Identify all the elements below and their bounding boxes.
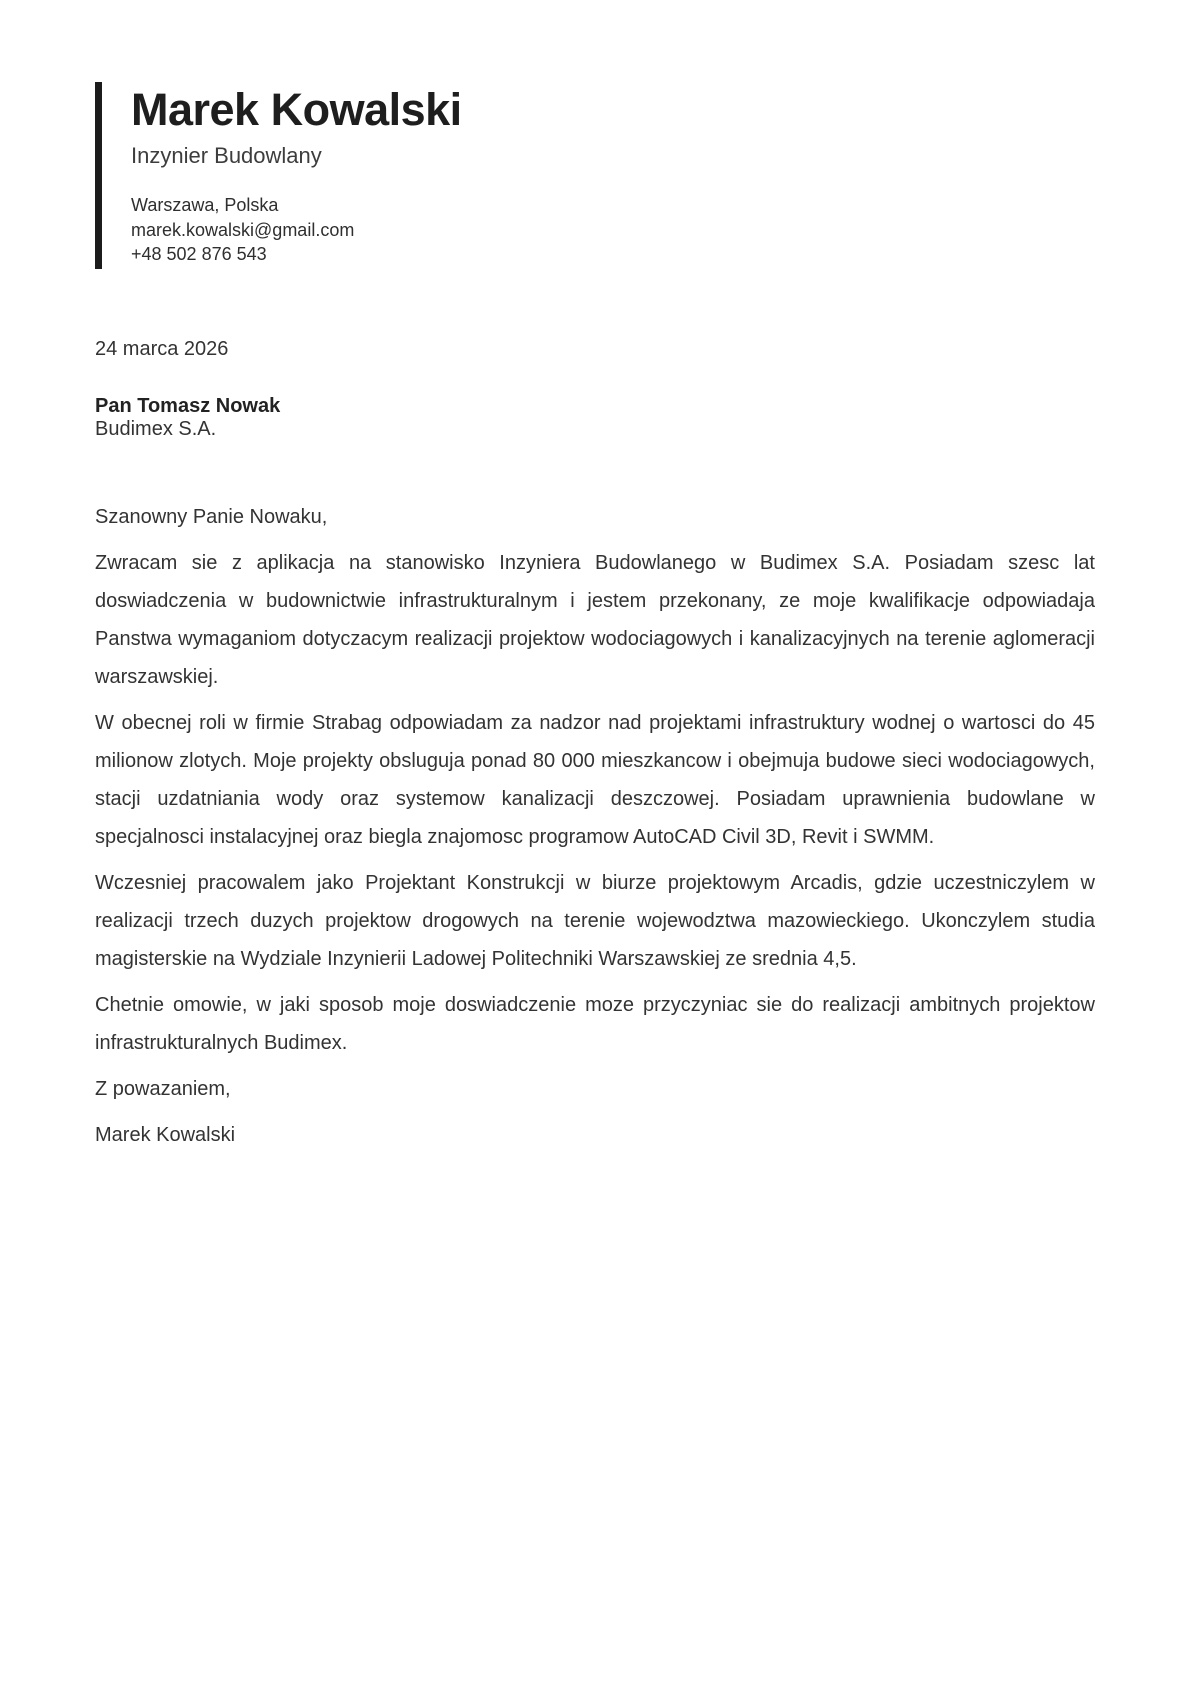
letter-header xyxy=(95,82,1095,269)
candidate-name: Marek Kowalski xyxy=(131,84,462,135)
letter-paragraph: Chetnie omowie, w jaki sposob moje doswiadczenie moze przyczyniac sie do realizacji ambitnych projektow infrastrukturalnych Budimex. xyxy=(95,993,1095,1054)
contact-phone: +48 502 876 543 xyxy=(131,244,267,265)
contact-block xyxy=(131,193,1095,267)
recipient-company: Budimex S.A. xyxy=(95,418,217,441)
salutation: Szanowny Panie Nowaku, xyxy=(95,505,328,528)
recipient-name: Pan Tomasz Nowak xyxy=(95,394,281,417)
signature-name: Marek Kowalski xyxy=(95,1123,236,1146)
letter-date: 24 marca 2026 xyxy=(95,337,229,360)
letter-paragraph: Wczesniej pracowalem jako Projektant Konstrukcji w biurze projektowym Arcadis, gdzie uczestniczylem w realizacji trzech duzych projektow drogowych na terenie wojewodztwa mazowieckiego. Ukonczylem studia magisterskie na Wydziale Inzynierii Ladowej Politechniki Warszawskiej ze srednia 4,5. xyxy=(95,871,1095,970)
letter-paragraph: W obecnej roli w firmie Strabag odpowiadam za nadzor nad projektami infrastruktury wodnej o wartosci do 45 milionow zlotych. Moje projekty obsluguja ponad 80 000 mieszkancow i obejmuja budowe sieci wodociagowych, stacji uzdatniania wody oraz systemow kanalizacji deszczowej. Posiadam uprawnienia budowlane w specjalnosci instalacyjnej oraz biegla znajomosc programow AutoCAD Civil 3D, Revit i SWMM. xyxy=(95,711,1095,848)
recipient-block xyxy=(95,395,1095,442)
candidate-job-title: Inzynier Budowlany xyxy=(131,142,322,168)
contact-location: Warszawa, Polska xyxy=(131,195,279,216)
letter-content xyxy=(95,335,1095,1154)
letter-body xyxy=(95,498,1095,1154)
letter-paragraph: Zwracam sie z aplikacja na stanowisko Inzyniera Budowlanego w Budimex S.A. Posiadam szesc lat doswiadczenia w budownictwie infrastrukturalnym i jestem przekonany, ze moje kwalifikacje odpowiadaja Panstwa wymaganiom dotyczacym realizacji projektow wodociagowych i kanalizacyjnych na terenie aglomeracji warszawskiej. xyxy=(95,551,1095,688)
closing: Z powazaniem, xyxy=(95,1077,231,1100)
contact-email: marek.kowalski@gmail.com xyxy=(131,219,355,240)
